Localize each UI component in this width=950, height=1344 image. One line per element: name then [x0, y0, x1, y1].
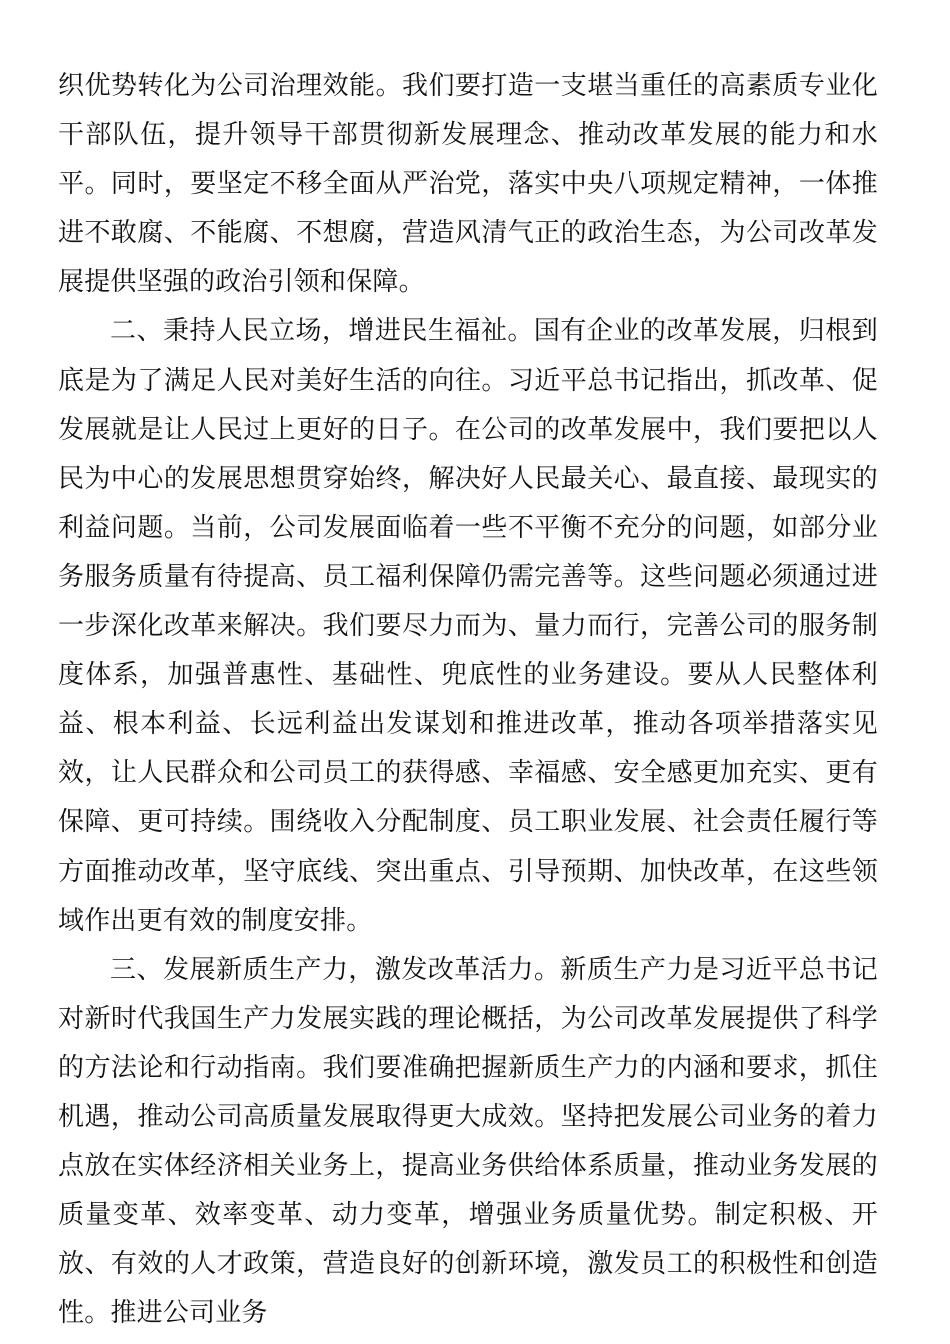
paragraph-section-two: 二、秉持人民立场，增进民生福祉。国有企业的改革发展，归根到底是为了满足人民对美好生活的向往。习近平总书记指出，抓改革、促发展就是让人民过上更好的日子。在公司的改革发展中，我们要把以人民为中心的发展思想贯穿始终，解决好人民最关心、最直接、最现实的利益问题。当前，公司发展面临着一些不平衡不充分的问题，如部分业务服务质量有待提高、员工福利保障仍需完善等。这些问题必须通过进一步深化改革来解决。我们要尽力而为、量力而行，完善公司的服务制度体系，加强普惠性、基础性、兜底性的业务建设。要从人民整体利益、根本利益、长远利益出发谋划和推进改革，推动各项举措落实见效，让人民群众和公司员工的获得感、幸福感、安全感更加充实、更有保障、更可持续。围绕收入分配制度、员工职业发展、社会责任履行等方面推动改革，坚守底线、突出重点、引导预期、加快改革，在这些领域作出更有效的制度安排。	[58, 316, 878, 936]
paragraph-continuation: 织优势转化为公司治理效能。我们要打造一支堪当重任的高素质专业化干部队伍，提升领导干部贯彻新发展理念、推动改革发展的能力和水平。同时，要坚定不移全面从严治党，落实中央八项规定精神，一体推进不敢腐、不能腐、不想腐，营造风清气正的政治生态，为公司改革发展提供坚强的政治引领和保障。	[58, 71, 878, 298]
document-body	[58, 62, 878, 1338]
paragraph-section-three: 三、发展新质生产力，激发改革活力。新质生产力是习近平总书记对新时代我国生产力发展实践的理论概括，为公司改革发展提供了科学的方法论和行动指南。我们要准确把握新质生产力的内涵和要求，抓住机遇，推动公司高质量发展取得更大成效。坚持把发展公司业务的着力点放在实体经济相关业务上，提高业务供给体系质量，推动业务发展的质量变革、效率变革、动力变革，增强业务质量优势。制定积极、开放、有效的人才政策，营造良好的创新环境，激发员工的积极性和创造性。推进公司业务	[58, 954, 878, 1329]
